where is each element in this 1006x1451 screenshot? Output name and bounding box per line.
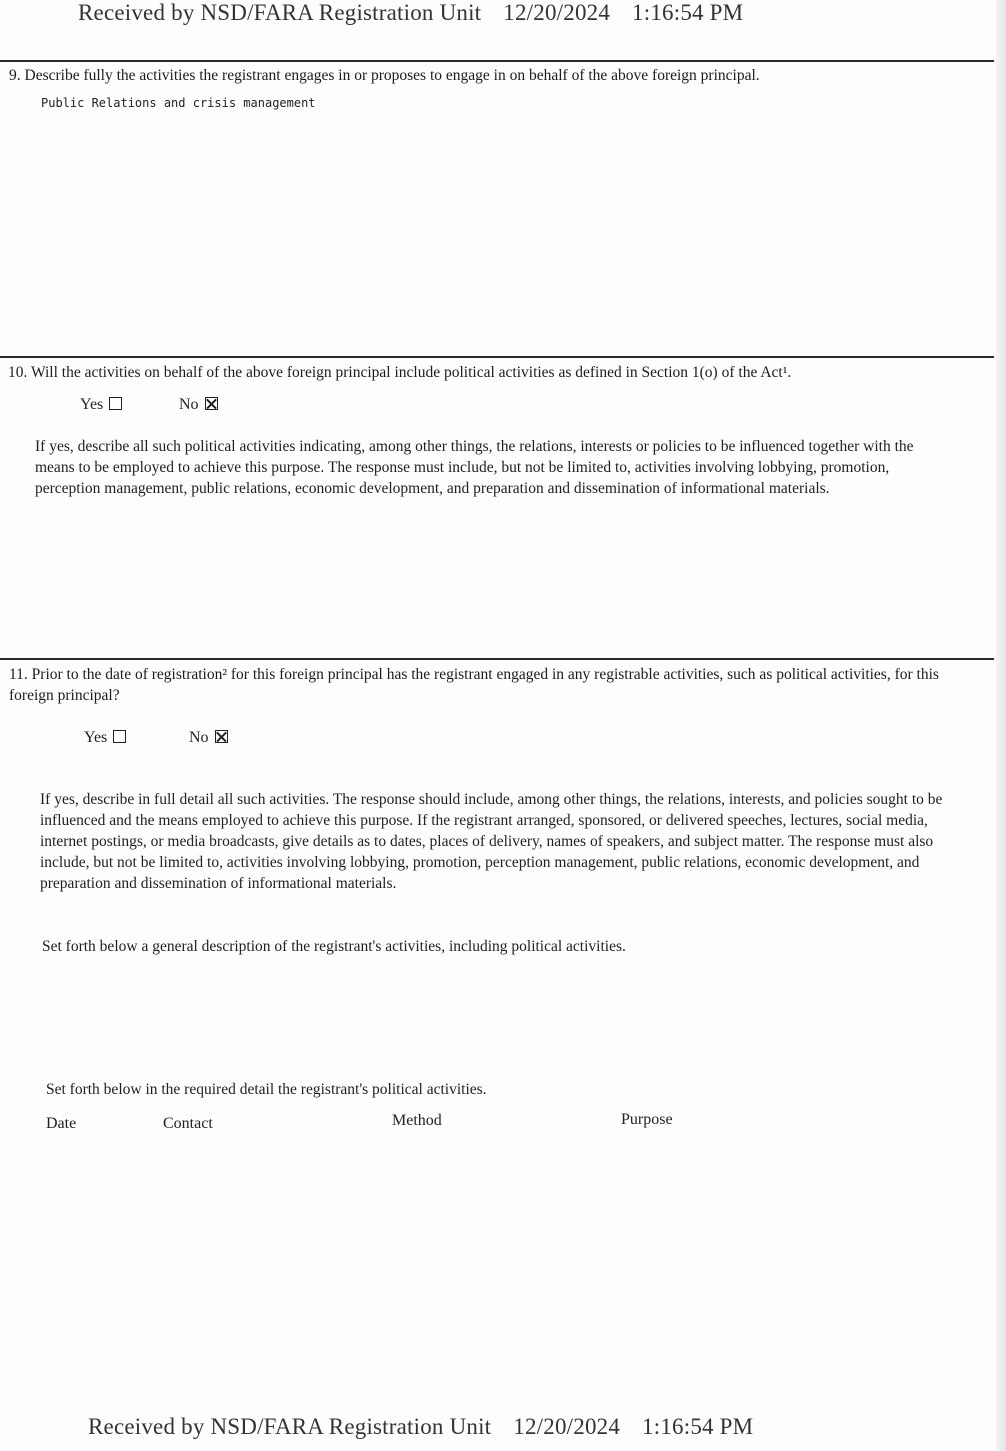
question-9: 9. Describe fully the activities the registrant engages in or proposes to engage in on behalf of the above foreign principal. (9, 67, 760, 84)
header-time: 1:16:54 PM (632, 0, 744, 25)
column-header-date: Date (46, 1115, 77, 1132)
question-9-answer: Public Relations and crisis management (41, 96, 316, 110)
q10-instructions: If yes, describe all such political activities indicating, among other things, the relations, interests or policies to be influenced together with the means to be employed to achieve this purpose. The response must include, but not be limited to, activities involving lobbying, promotion, perception management, public relations, economic development, and preparation and dissemination of informational materials. (35, 438, 914, 497)
q11-no-checkbox[interactable] (215, 730, 228, 743)
column-header-method: Method (392, 1112, 442, 1129)
q11-instructions: If yes, describe in full detail all such activities. The response should include, among other things, the relations, interests, and policies sought to be influenced and the means employed to achieve this purpose. If the registrant arranged, sponsored, or delivered speeches, lectures, social media, internet postings, or media broadcasts, give details as to dates, places of delivery, names of speakers, and subject matter. The response must also include, but not be limited to, activities involving lobbying, promotion, perception management, public relations, economic development, and preparation and dissemination of informational materials. (40, 791, 943, 892)
header-date: 12/20/2024 (503, 0, 611, 25)
divider-top (0, 60, 994, 62)
q10-yes-option[interactable] (80, 396, 122, 414)
column-header-purpose: Purpose (621, 1111, 673, 1128)
divider-q11 (0, 658, 994, 660)
q11-yes-label: Yes (84, 729, 108, 746)
footer-time: 1:16:54 PM (642, 1414, 754, 1439)
q11-detail-prompt: Set forth below in the required detail the registrant's political activities. (46, 1081, 487, 1098)
q10-yes-checkbox[interactable] (109, 397, 122, 410)
question-11-text: 11. Prior to the date of registration² for this foreign principal has the registrant engaged in any registrable activities, such as political activities, for this foreign principal? (9, 666, 939, 704)
question-11 (9, 664, 984, 706)
column-header-contact: Contact (163, 1115, 213, 1132)
footer-received-label: Received by NSD/FARA Registration Unit (88, 1414, 492, 1439)
page-edge (996, 0, 1006, 1451)
q10-no-label: No (179, 396, 199, 413)
footer-date: 12/20/2024 (513, 1414, 621, 1439)
header-received-label: Received by NSD/FARA Registration Unit (78, 0, 482, 25)
q10-yes-label: Yes (80, 396, 104, 413)
q11-general-description-prompt: Set forth below a general description of the registrant's activities, including political activities. (42, 938, 626, 955)
q10-no-option[interactable] (179, 396, 218, 414)
footer-received-stamp (88, 1414, 775, 1440)
q11-no-label: No (189, 729, 209, 746)
q11-yes-checkbox[interactable] (113, 730, 126, 743)
q11-no-option[interactable] (189, 729, 228, 747)
q11-yes-option[interactable] (84, 729, 126, 747)
header-received-stamp (78, 0, 765, 26)
question-10: 10. Will the activities on behalf of the above foreign principal include political activities as defined in Section 1(o) of the Act¹. (8, 364, 792, 381)
divider-q10 (0, 356, 994, 358)
q10-no-checkbox[interactable] (205, 397, 218, 410)
